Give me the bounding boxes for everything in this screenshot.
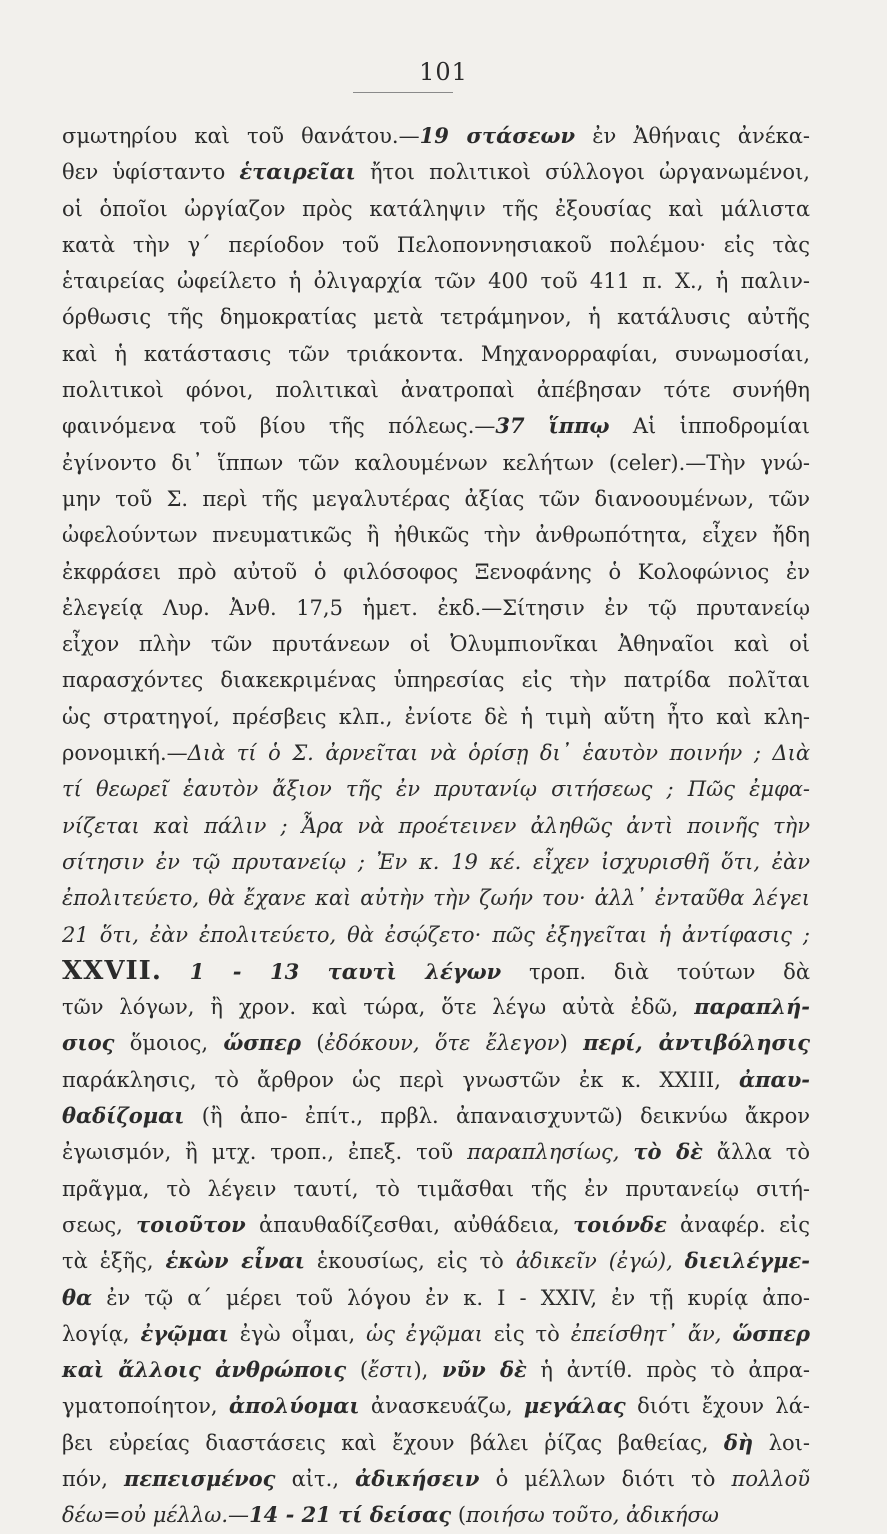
text-line xyxy=(62,445,810,481)
text-run: Αἱ ἱπποδρομίαι xyxy=(609,414,810,439)
text-line xyxy=(62,299,810,335)
emphasized-text: θα xyxy=(62,1284,93,1310)
text-line xyxy=(62,1207,810,1243)
emphasized-text: περί, ἀντιβόλησις xyxy=(583,1030,810,1056)
emphasized-text: ὡς ἐγῷμαι xyxy=(366,1321,483,1346)
text-line xyxy=(62,626,810,662)
emphasized-text: ἑκὼν εἶναι xyxy=(165,1248,305,1274)
text-run: ἐν Ἀθήναις ἀνέκα- xyxy=(575,124,810,148)
emphasized-text: τοιόνδε xyxy=(573,1211,667,1237)
text-run: ἐγίνοντο δι᾽ ἵππων τῶν καλουμένων κελήτων (celer).—Τὴν γνώ- xyxy=(62,450,810,475)
emphasized-text: ἐπολιτεύετο, θὰ ἔχανε καὶ αὐτὴν τὴν ζωήν του· ἀλλ᾽ ἐνταῦθα λέγει xyxy=(62,886,810,911)
text-line xyxy=(62,1425,810,1461)
emphasized-text: πολλοῦ xyxy=(731,1466,811,1491)
text-run xyxy=(619,1140,633,1164)
emphasized-text: νίζεται καὶ πάλιν ; Ἆρα νὰ προέτεινεν ἀληθῶς ἀντὶ ποινῆς τὴν xyxy=(62,813,810,838)
text-run: μην τοῦ Σ. περὶ τῆς μεγαλυτέρας ἀξίας τῶν διανοουμένων, τῶν xyxy=(62,486,810,511)
text-line xyxy=(62,808,810,844)
text-line xyxy=(62,880,810,916)
text-run: παρασχόντες διακεκριμένας ὑπηρεσίας εἰς τὴν πατρίδα πολῖται xyxy=(62,668,810,693)
emphasized-text: μεγάλας xyxy=(523,1393,626,1419)
text-run: ὡς στρατηγοί, πρέσβεις κλπ., ἐνίοτε δὲ ἡ τιμὴ αὕτη ἦτο καὶ κλη- xyxy=(62,704,810,729)
text-line xyxy=(62,554,810,590)
text-run: ἑκουσίως, εἰς τὸ xyxy=(304,1249,516,1274)
emphasized-text: τὸ δὲ xyxy=(633,1139,703,1165)
text-run: ἐκφράσει πρὸ αὐτοῦ ὁ φιλόσοφος Ξενοφάνης ὁ Κολοφώνιος ἐν xyxy=(62,559,810,584)
text-run: τροπ. διὰ τούτων δὰ xyxy=(501,959,810,984)
emphasized-text: σίτησιν ἐν τῷ πρυτανείῳ ; Ἐν κ. 19 κέ. εἶχεν ἰσχυρισθῆ ὅτι, ἐὰν xyxy=(62,849,810,874)
text-run xyxy=(721,1322,732,1346)
page-number-rule xyxy=(353,92,453,93)
commentary-text xyxy=(62,118,810,1534)
text-run xyxy=(673,1249,685,1273)
text-run: εἶχον πλὴν τῶν πρυτάνεων οἱ Ὀλυμπιονῖκαι Ἀθηναῖοι καὶ οἱ xyxy=(62,632,810,657)
text-line xyxy=(62,953,810,989)
text-run: ( xyxy=(451,1503,467,1528)
text-line xyxy=(62,1461,810,1497)
text-line xyxy=(62,336,810,372)
emphasized-text: 37 ἵππῳ xyxy=(495,413,610,439)
emphasized-text: ἀδικεῖν (ἐγώ), xyxy=(515,1249,673,1274)
emphasized-text: ὥσπερ xyxy=(732,1320,810,1346)
text-run: ), xyxy=(413,1358,442,1383)
emphasized-text: 19 στάσεων xyxy=(419,123,576,148)
emphasized-text: Διὰ τί ὁ Σ. ἀρνεῖται νὰ ὁρίσῃ δι᾽ ἑαυτὸν ποινήν ; Διὰ xyxy=(187,741,810,766)
emphasized-text: θαδίζομαι xyxy=(62,1103,185,1129)
text-line xyxy=(62,917,810,953)
text-run: οἱ ὁποῖοι ὠργίαζον πρὸς κατάληψιν τῆς ἐξουσίας καὶ μάλιστα xyxy=(62,196,810,221)
text-run: ὅμοιος, xyxy=(114,1031,224,1056)
text-run: ρονομική.— xyxy=(62,741,188,766)
text-run: ὠφελούντων πνευματικῶς ἢ ἠθικῶς τὴν ἀνθρωπότητα, εἶχεν ἤδη xyxy=(62,523,810,548)
text-line xyxy=(62,699,810,735)
text-run: κατὰ τὴν γ΄ περίοδον τοῦ Πελοποννησιακοῦ πολέμου· εἰς τὰς xyxy=(62,232,810,257)
emphasized-text: ἑταιρεῖαι xyxy=(239,159,356,185)
text-run: ἐγωισμόν, ἢ μτχ. τροπ., ἐπεξ. τοῦ xyxy=(62,1140,468,1165)
text-line xyxy=(62,118,810,154)
emphasized-text: τί θεωρεῖ ἑαυτὸν ἄξιον τῆς ἐν πρυτανίῳ σιτήσεως ; Πῶς ἐμφα- xyxy=(62,777,810,802)
emphasized-text: ποιήσω τοῦτο, ἀδικήσω xyxy=(466,1503,719,1528)
text-line xyxy=(62,1171,810,1207)
text-run: ( xyxy=(300,1031,325,1056)
text-run: ἑταιρείας ὠφείλετο ἡ ὀλιγαρχία τῶν 400 τοῦ 411 π. Χ., ἡ παλιν- xyxy=(62,269,810,294)
text-run: σεως, xyxy=(62,1212,137,1237)
text-line xyxy=(62,1388,810,1424)
emphasized-text: 14 - 21 τί δείσας xyxy=(249,1502,452,1528)
emphasized-text: σιος xyxy=(62,1030,115,1056)
text-run: αἰτ., xyxy=(275,1466,356,1491)
emphasized-text: νῦν δὲ xyxy=(441,1357,527,1383)
text-run: καὶ ἡ κατάστασις τῶν τριάκοντα. Μηχανορραφίαι, συνωμοσίαι, xyxy=(62,341,810,366)
emphasized-text: 21 ὅτι, ἐὰν ἐπολιτεύετο, θὰ ἐσῴζετο· πῶς ἐξηγεῖται ἡ ἀντίφασις ; xyxy=(62,922,810,947)
text-line xyxy=(62,372,810,408)
text-line xyxy=(62,1062,810,1098)
emphasized-text: τοιοῦτον xyxy=(136,1211,246,1237)
text-line xyxy=(62,590,810,626)
text-line xyxy=(62,662,810,698)
text-run: ἀπαυθαδίζεσθαι, αὐθάδεια, xyxy=(245,1212,574,1237)
text-line xyxy=(62,1280,810,1316)
text-run: ὁ μέλλων διότι τὸ xyxy=(479,1466,732,1491)
text-run: διότι ἔχουν λά- xyxy=(625,1394,810,1419)
emphasized-text: ἐπείσθητ᾽ ἄν, xyxy=(570,1321,722,1346)
text-run: πολιτικοὶ φόνοι, πολιτικαὶ ἀνατροπαὶ ἀπέβησαν τότε συνήθη xyxy=(62,378,810,403)
emphasized-text: δέω=οὐ μέλλω.— xyxy=(62,1503,250,1528)
text-run: λοι- xyxy=(753,1430,810,1455)
text-line xyxy=(62,263,810,299)
text-run: ἐλεγείᾳ Λυρ. Ἀνθ. 17,5 ἡμετ. ἐκδ.—Σίτησιν ἐν τῷ πρυτανείῳ xyxy=(62,595,810,620)
text-line xyxy=(62,735,810,771)
emphasized-text: ἐγῷμαι xyxy=(140,1320,229,1346)
text-run: τῶν λόγων, ἢ χρον. καὶ τώρα, ὅτε λέγω αὐτὰ ἐδῶ, xyxy=(62,995,695,1020)
text-run: όρθωσις τῆς δημοκρατίας μετὰ τετράμηνον, ἡ κατάλυσις αὐτῆς xyxy=(62,305,810,330)
text-run: ἀνασκευάζω, xyxy=(359,1394,524,1419)
text-run: λογίᾳ, xyxy=(62,1321,141,1346)
text-run: σμωτηρίου καὶ τοῦ θανάτου.— xyxy=(62,124,420,148)
text-run: βει εὐρείας διαστάσεις καὶ ἔχουν βάλει ῥίζας βαθείας, xyxy=(62,1430,724,1455)
page-number: 101 xyxy=(419,58,468,86)
text-line xyxy=(62,771,810,807)
text-run: παράκλησις, τὸ ἄρθρον ὡς περὶ γνωστῶν ἐκ κ. XXIII, xyxy=(62,1067,740,1092)
text-line xyxy=(62,1098,810,1134)
text-line xyxy=(62,154,810,190)
emphasized-text: ἔστι xyxy=(368,1358,414,1383)
text-run: ( xyxy=(346,1358,369,1383)
text-run: πρᾶγμα, τὸ λέγειν ταυτί, τὸ τιμᾶσθαι τῆς ἐν πρυτανείῳ σιτή- xyxy=(62,1176,810,1201)
text-run: ἐν τῷ α΄ μέρει τοῦ λόγου ἐν κ. I - XXIV, ἐν τῇ κυρίᾳ ἀπο- xyxy=(92,1285,810,1310)
text-line xyxy=(62,989,810,1025)
text-line xyxy=(62,1025,810,1061)
emphasized-text: ἐδόκουν, ὅτε ἔλεγον xyxy=(324,1031,560,1056)
emphasized-text: διειλέγμε- xyxy=(684,1248,810,1274)
text-line xyxy=(62,517,810,553)
text-run: ἡ ἀντίθ. πρὸς τὸ ἀπρα- xyxy=(526,1358,810,1383)
chapter-number: XXVII. xyxy=(62,955,162,986)
text-run: φαινόμενα τοῦ βίου τῆς πόλεως.— xyxy=(62,414,496,439)
emphasized-text: ἀδικήσειν xyxy=(355,1465,480,1491)
text-run: ἐγὼ οἶμαι, xyxy=(228,1321,367,1346)
text-run: ἤτοι πολιτικοὶ σύλλογοι ὠργανωμένοι, xyxy=(355,160,810,185)
emphasized-text: καὶ ἄλλοις ἀνθρώποις xyxy=(62,1357,347,1383)
text-run: (ἢ ἀπο- ἐπίτ., πρβλ. ἀπαναισχυντῶ) δεικνύω ἄκρον xyxy=(184,1104,810,1129)
emphasized-text: ὥσπερ xyxy=(223,1030,301,1056)
text-line xyxy=(62,1497,810,1533)
text-run: ἀναφέρ. εἰς xyxy=(666,1212,810,1237)
text-run: πόν, xyxy=(62,1466,125,1491)
text-run: γματοποίητον, xyxy=(62,1394,229,1419)
text-line xyxy=(62,1352,810,1388)
text-run: ) xyxy=(559,1031,584,1056)
text-run xyxy=(162,960,190,984)
text-line xyxy=(62,1316,810,1352)
emphasized-text: ἀπαυ- xyxy=(739,1066,810,1092)
emphasized-text: πεπεισμένος xyxy=(124,1465,276,1491)
text-line xyxy=(62,191,810,227)
text-line xyxy=(62,227,810,263)
text-line xyxy=(62,1243,810,1279)
text-run: τὰ ἑξῆς, xyxy=(62,1249,166,1274)
emphasized-text: ἀπολύομαι xyxy=(228,1393,360,1419)
text-line xyxy=(62,1134,810,1170)
text-run: εἰς τὸ xyxy=(482,1321,571,1346)
text-run: ἄλλα τὸ xyxy=(702,1140,810,1165)
text-line xyxy=(62,481,810,517)
text-line xyxy=(62,844,810,880)
emphasized-text: παραπλησίως, xyxy=(467,1140,620,1165)
text-line xyxy=(62,408,810,444)
emphasized-text: 1 - 13 ταυτὶ λέγων xyxy=(189,958,502,984)
text-run: θεν ὑφίσταντο xyxy=(62,160,240,185)
emphasized-text: δὴ xyxy=(723,1429,754,1455)
emphasized-text: παραπλή- xyxy=(694,994,810,1020)
